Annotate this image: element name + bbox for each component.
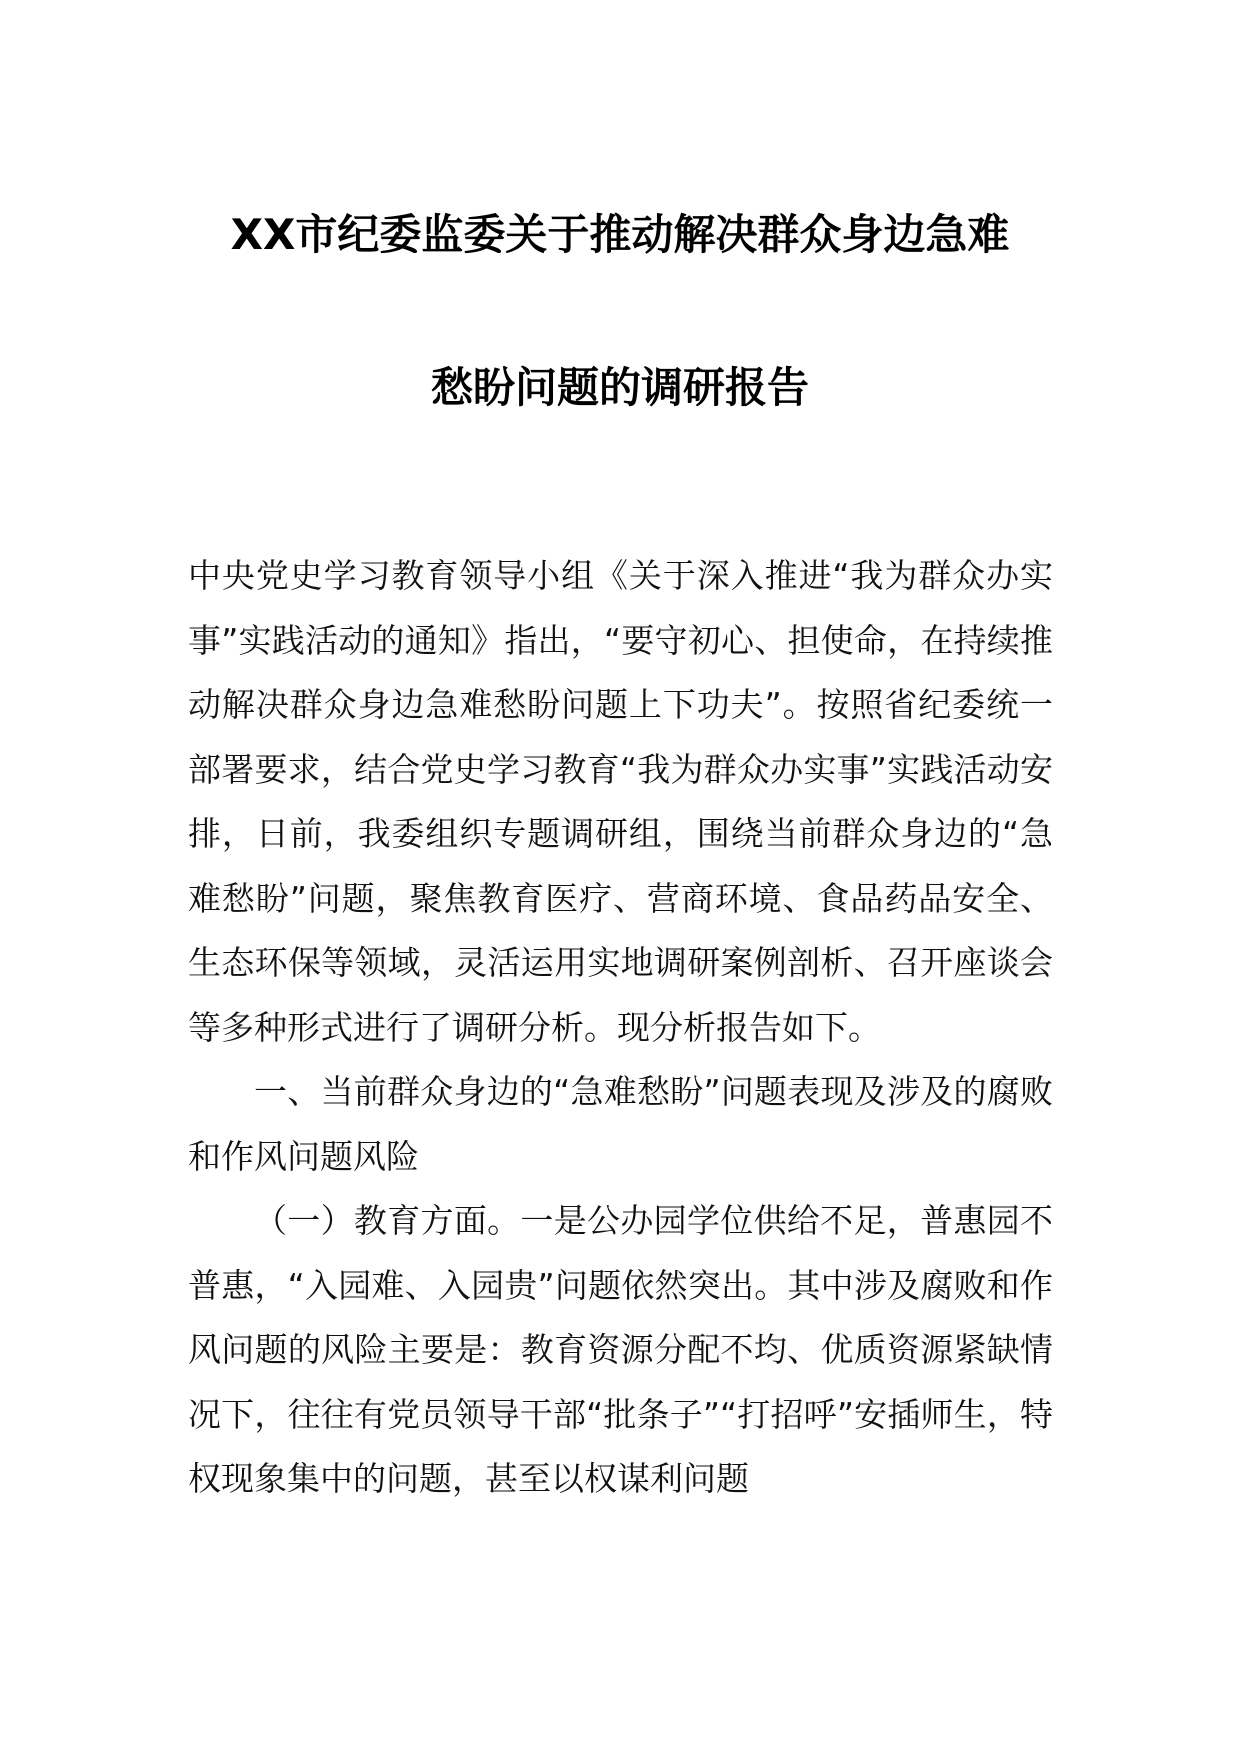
document-body (188, 544, 1053, 1512)
document-title-line-1: XX市纪委监委关于推动解决群众身边急难 (230, 210, 1010, 259)
education-paragraph: （一）教育方面。一是公办园学位供给不足，普惠园不普惠，“入园难、入园贵”问题依然突出。其中涉及腐败和作风问题的风险主要是：教育资源分配不均、优质资源紧缺情况下，往往有党员领导干部“批条子”“打招呼”安插师生，特权现象集中的问题，甚至以权谋利问题 (188, 1201, 1053, 1498)
intro-paragraph: 中央党史学习教育领导小组《关于深入推进“我为群众办实事”实践活动的通知》指出，“要守初心、担使命，在持续推动解决群众身边急难愁盼问题上下功夫”。按照省纪委统一部署要求，结合党史学习教育“我为群众办实事”实践活动安排，日前，我委组织专题调研组，围绕当前群众身边的“急难愁盼”问题，聚焦教育医疗、营商环境、食品药品安全、生态环保等领域，灵活运用实地调研案例剖析、召开座谈会等多种形式进行了调研分析。现分析报告如下。 (188, 556, 1053, 1047)
section-heading: 一、当前群众身边的“急难愁盼”问题表现及涉及的腐败和作风问题风险 (188, 1072, 1053, 1176)
document-title-line-2: 愁盼问题的调研报告 (430, 363, 809, 412)
